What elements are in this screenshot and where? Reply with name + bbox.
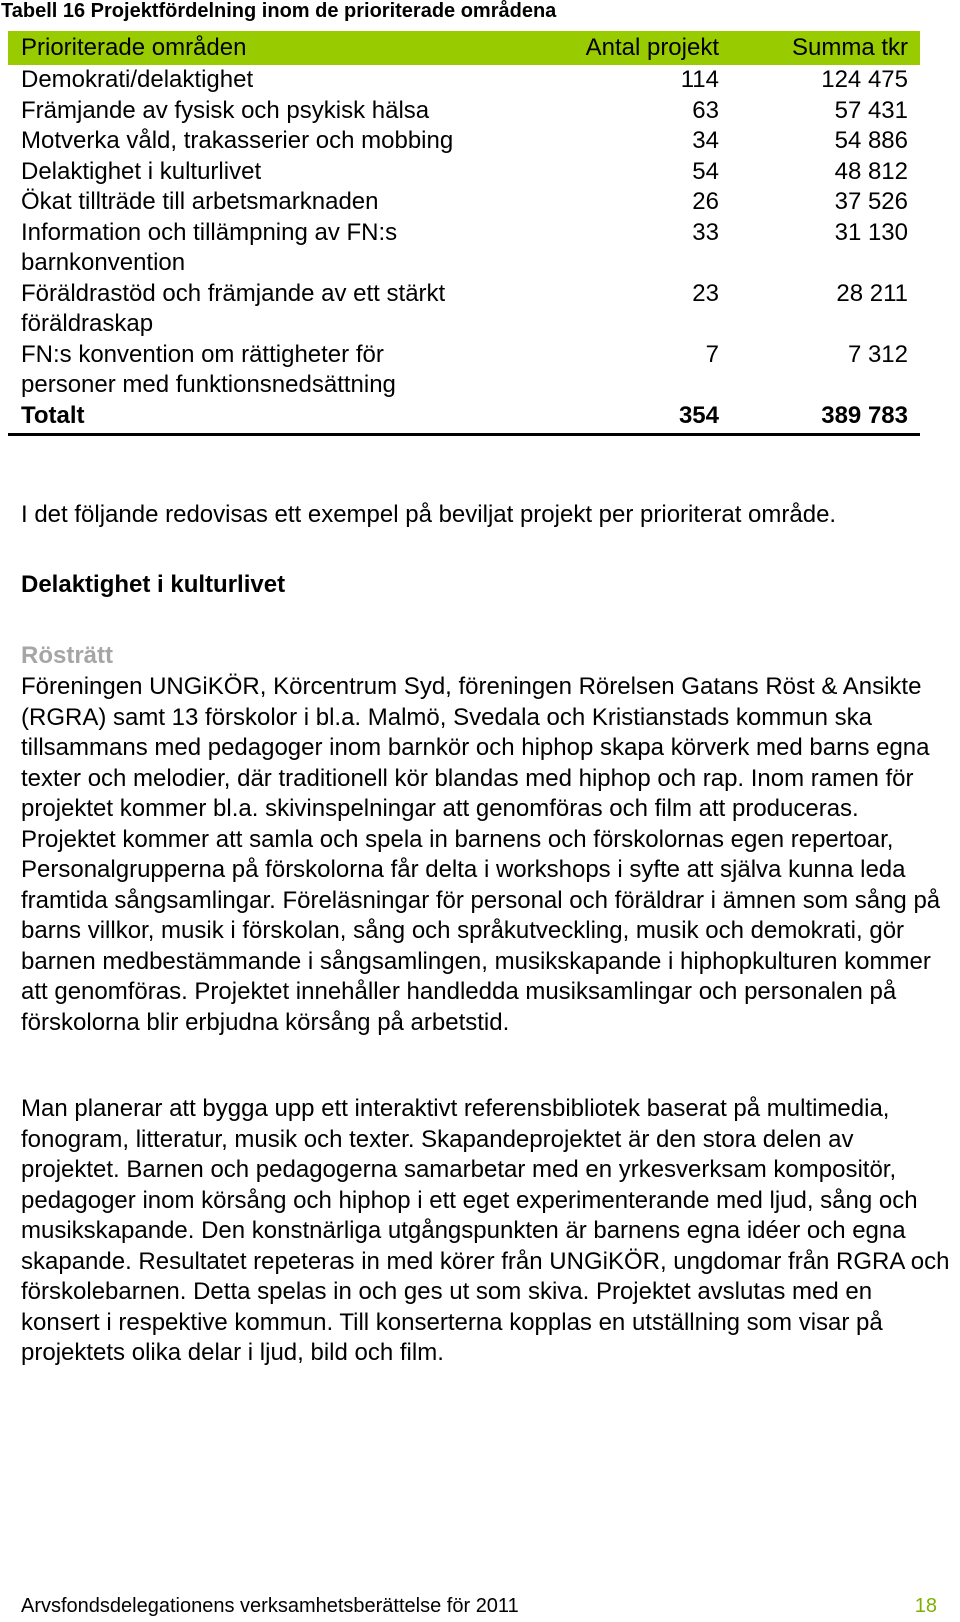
row-sum: 48 812 (834, 157, 908, 185)
row-projects: 114 (680, 66, 719, 93)
row-sum: 28 211 (836, 279, 908, 307)
header-projects: Antal projekt (531, 31, 719, 65)
row-sum: 7 312 (847, 340, 908, 368)
row-projects: 33 (692, 218, 719, 246)
table-row (8, 65, 920, 96)
table-row (8, 279, 920, 340)
project-title: Rösträtt (21, 642, 114, 669)
row-sum: 37 526 (834, 188, 908, 215)
row-sum: 57 431 (834, 96, 908, 124)
table-total-row (8, 401, 920, 435)
header-sum: Summa tkr (719, 31, 920, 65)
table-row (8, 96, 920, 127)
table-row (8, 157, 920, 188)
row-projects: 54 (692, 157, 719, 185)
header-area: Prioriterade områden (8, 31, 531, 65)
footer-title: Arvsfondsdelegationens verksamhetsberättelse för 2011 (21, 1595, 519, 1617)
row-area: Demokrati/delaktighet (21, 66, 254, 93)
body-paragraph: Man planerar att bygga upp ett interaktivt referensbibliotek baserat på multimedia, fonogram, litteratur, musik och texter. Skapandeprojektet är den stora delen av projektet. Barnen och pedagogerna samarbetar med en yrkesverksam kompositör, pedagoger inom körsång och hiphop i ett eget experimenterande med ljud, sång och musikskapande. Den konstnärliga utgångspunkten är barnens egna idéer och egna skapande. Resultatet repeteras in med körer från UNGiKÖR, ungdomar från RGRA och förskolebarnen. Detta spelas in och ges ut som skiva. Projektet avslutas med en konsert i respektive kommun. Till konserterna kopplas en utställning som visar på projektets olika delar i ljud, bild och film. (21, 1095, 950, 1366)
row-area (8, 279, 531, 340)
projects-table (8, 31, 920, 436)
row-projects: 26 (692, 188, 719, 215)
table-row (8, 187, 920, 218)
table-header-row (8, 31, 920, 65)
page-number: 18 (914, 1595, 937, 1617)
section-heading: Delaktighet i kulturlivet (21, 571, 286, 598)
row-sum: 124 475 (821, 66, 908, 93)
row-sum: 54 886 (834, 127, 908, 154)
total-label: Totalt (8, 401, 531, 435)
row-area-text: Föräldrastöd och främjande av ett stärkt föräldraskap (21, 279, 446, 337)
row-area-text: FN:s konvention om rättigheter för personer med funktionsnedsättning (21, 340, 396, 398)
row-area: Ökat tillträde till arbetsmarknaden (21, 188, 379, 215)
table-row (8, 126, 920, 157)
intro-text: I det följande redovisas ett exempel på beviljat projekt per prioriterat område. (21, 501, 837, 528)
row-projects: 23 (692, 279, 719, 307)
body-paragraph: Föreningen UNGiKÖR, Körcentrum Syd, föreningen Rörelsen Gatans Röst & Ansikte (RGRA) samt 13 förskolor i bl.a. Malmö, Svedala och Kristianstads kommun ska tillsammans med pedagoger inom barnkör och hiphop skapa körverk med barns egna texter och melodier, där traditionell kör blandas med hiphop och rap. Inom ramen för projektet kommer bl.a. skivinspelningar att genomföras och film att produceras. Projektet kommer att samla och spela in barnens och förskolornas egen repertoar, Personalgrupperna på förskolorna får delta i workshops i syfte att själva kunna leda framtida sångsamlingar. Föreläsningar för personal och föräldrar i ämnen som sång på barns villkor, musik i förskolan, sång och språkutveckling, musik och demokrati, gör barnen medbestämmande i sångsamlingen, musikskapande i hiphopkulturen kommer att genomföras. Projektet innehåller handledda musiksamlingar och personalen på förskolorna blir erbjudna körsång på arbetstid. (21, 673, 941, 1036)
table-row (8, 340, 920, 401)
row-projects: 63 (692, 96, 719, 124)
row-sum: 31 130 (834, 218, 908, 246)
total-sum: 389 783 (719, 401, 920, 435)
table-row (8, 218, 920, 279)
row-area: Delaktighet i kulturlivet (21, 157, 262, 185)
total-projects: 354 (531, 401, 719, 435)
row-area: Motverka våld, trakasserier och mobbing (21, 127, 454, 154)
row-area: Information och tillämpning av FN:s barnkonvention (21, 218, 398, 276)
table-caption: Tabell 16 Projektfördelning inom de prioriterade områdena (1, 0, 557, 22)
row-projects: 7 (705, 340, 719, 368)
row-projects: 34 (692, 127, 719, 154)
row-area (8, 340, 531, 401)
row-area: Främjande av fysisk och psykisk hälsa (21, 96, 430, 124)
